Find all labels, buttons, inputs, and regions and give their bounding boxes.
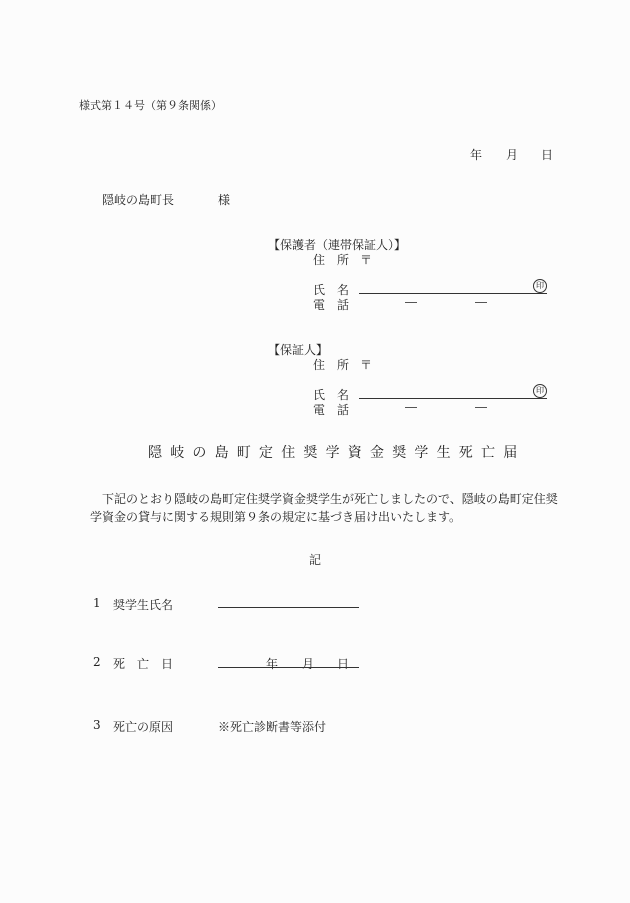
- phone-separator-dash: [405, 407, 417, 408]
- addressee-honorific: 様: [218, 193, 231, 207]
- item-label: 死亡の原因: [113, 720, 174, 734]
- phone-separator-dash: [475, 407, 487, 408]
- guarantor-heading: 【保証人】: [268, 343, 329, 357]
- guardian-seal-mark: 印: [533, 279, 547, 293]
- body-paragraph: [90, 490, 560, 526]
- date-month-label: 月: [506, 148, 519, 162]
- guarantor-seal-mark: 印: [533, 384, 547, 398]
- guarantor-phone-field[interactable]: [360, 401, 546, 415]
- guarantor-name-field[interactable]: [360, 384, 520, 398]
- death-date-underline: [218, 667, 359, 668]
- form-number: 様式第１４号（第９条関係）: [79, 99, 222, 112]
- addressee-name: 隠岐の島町長: [102, 193, 175, 207]
- phone-separator-dash: [475, 302, 487, 303]
- death-date-year-label: 年: [266, 657, 279, 671]
- guarantor-postal-mark: 〒: [360, 358, 373, 372]
- guardian-heading: 【保護者（連帯保証人）】: [268, 238, 407, 252]
- ki-heading: 記: [309, 553, 322, 567]
- student-name-underline: [218, 607, 359, 608]
- student-name-field[interactable]: [219, 594, 358, 608]
- document-title: 隠岐の島町定住奨学資金奨学生死亡届: [148, 445, 526, 461]
- guardian-address-field[interactable]: [378, 251, 548, 265]
- item-label: 死 亡 日: [113, 657, 174, 671]
- guardian-name-underline: [359, 293, 547, 294]
- guardian-name-field[interactable]: [360, 279, 520, 293]
- death-date-month-label: 月: [302, 657, 315, 671]
- date-year-label: 年: [470, 148, 483, 162]
- guardian-phone-field[interactable]: [360, 296, 546, 310]
- guardian-postal-mark: 〒: [360, 253, 373, 267]
- cause-of-death-note: ※死亡診断書等添付: [218, 720, 327, 734]
- phone-separator-dash: [405, 302, 417, 303]
- item-label: 奨学生氏名: [113, 598, 174, 612]
- item-number: 1: [93, 596, 101, 610]
- item-number: 2: [93, 655, 101, 669]
- body-line-2: 学資金の貸与に関する規則第９条の規定に基づき届け出いたします。: [90, 510, 462, 524]
- guarantor-address-field[interactable]: [378, 356, 548, 370]
- date-day-label: 日: [541, 148, 554, 162]
- death-date-day-label: 日: [337, 657, 350, 671]
- item-number: 3: [93, 718, 101, 732]
- body-line-1: 下記のとおり隠岐の島町定住奨学資金奨学生が死亡しましたので、隠岐の島町定住奨: [102, 492, 558, 506]
- guarantor-name-underline: [359, 398, 547, 399]
